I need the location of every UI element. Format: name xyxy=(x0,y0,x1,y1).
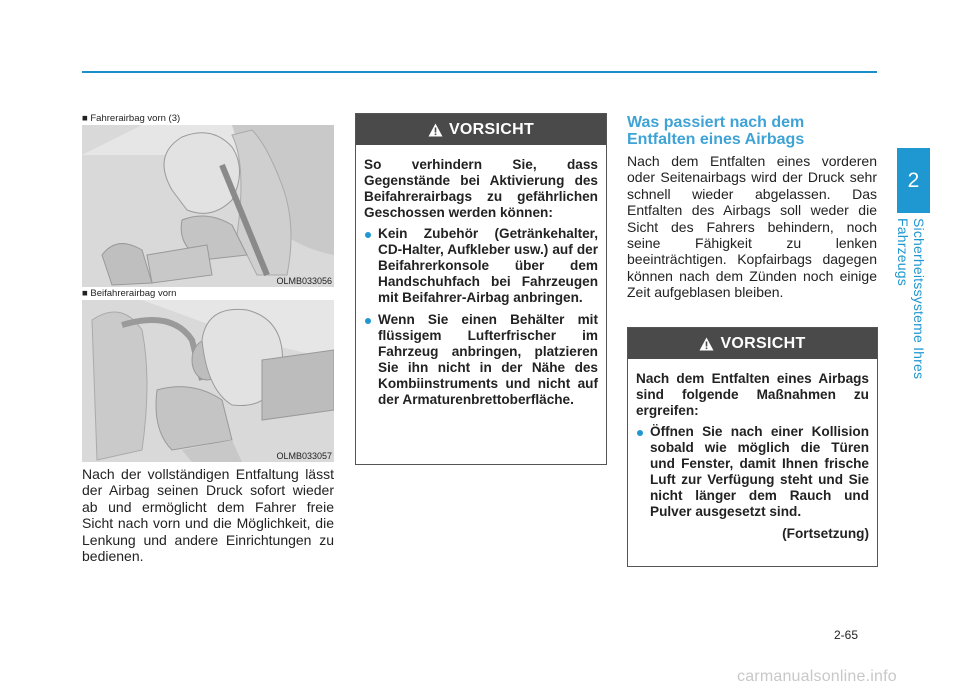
caution-list-item: Öffnen Sie nach einer Kollision sobald wie möglich die Türen und Fenster, damit Ihnen frische Luft zur Verfügung steht und Sie nicht länger dem Rauch und Pulver ausgesetzt sind. xyxy=(636,424,869,520)
section-heading: Was passiert nach dem Entfalten eines Airbags xyxy=(627,114,805,148)
figure-passenger-airbag xyxy=(82,287,334,462)
caution-list xyxy=(364,226,598,408)
continued-label: (Fortsetzung) xyxy=(782,526,869,541)
watermark: carmanualsonline.info xyxy=(737,668,897,685)
figure-image xyxy=(82,125,334,287)
figure-caption: ■ Fahrerairbag vorn (3) xyxy=(82,113,181,124)
figure-caption: ■ Beifahrerairbag vorn xyxy=(82,288,177,299)
caution-body xyxy=(356,145,606,422)
section-paragraph: Nach dem Entfalten eines vorderen oder Seitenairbags wird der Druck sehr schnell wieder abgelassen. Das Entfalten des Airbags soll weder die Sicht des Fahrers behindern, noch seine Fähigkeit zu lenken beeinträchtigen. Kopfairbags dagegen können nach dem Zünden noch einige Zeit aufgeblasen bleiben. xyxy=(627,153,877,301)
warning-triangle-icon xyxy=(699,337,714,351)
caution-header xyxy=(356,114,606,145)
chapter-number: 2 xyxy=(907,168,920,192)
page-number: 2-65 xyxy=(834,628,859,642)
driver-airbag-illustration xyxy=(82,125,334,287)
caution-title: VORSICHT xyxy=(720,334,806,352)
caution-intro: So verhindern Sie, dass Gegenstände bei Aktivierung des Beifahrerairbags zu gefährlichen Geschossen werden können: xyxy=(364,157,598,220)
warning-triangle-icon xyxy=(428,123,443,137)
chapter-tab xyxy=(897,148,930,213)
caution-list-item: Kein Zubehör (Getränkehalter, CD-Halter, Aufkleber usw.) auf der Beifahrerkonsole über dem Handschuhfach bei Fahrzeugen mit Beifahrer-Airbag anbringen. xyxy=(364,226,598,306)
caution-header xyxy=(628,328,877,359)
caution-list-item: Wenn Sie einen Behälter mit flüssigem Lufterfrischer im Fahrzeug anbringen, platzieren Sie ihn nicht in der Nähe des Kombiinstruments und nicht auf der Armaturenbrettoberfläche. xyxy=(364,312,598,408)
left-paragraph: Nach der vollständigen Entfaltung lässt der Airbag seinen Druck sofort wieder ab und ermöglicht dem Fahrer freie Sicht nach vorn und die Möglichkeit, die Lenkung und andere Einrichtungen zu bedienen. xyxy=(82,466,334,565)
figure-code: OLMB033056 xyxy=(276,276,332,286)
chapter-title: Sicherheitssysteme Ihres Fahrzeugs xyxy=(895,218,927,380)
figure-code: OLMB033057 xyxy=(276,451,332,461)
caution-box-2 xyxy=(627,327,878,567)
passenger-airbag-illustration xyxy=(82,300,334,462)
figure-driver-airbag xyxy=(82,112,334,287)
top-rule xyxy=(82,71,877,73)
caution-intro: Nach dem Entfalten eines Airbags sind folgende Maßnahmen zu ergreifen: xyxy=(636,371,869,418)
caution-body xyxy=(628,359,877,550)
figure-image xyxy=(82,300,334,462)
caution-box-1 xyxy=(355,113,607,465)
caution-list xyxy=(636,424,869,520)
caution-title: VORSICHT xyxy=(448,120,535,138)
